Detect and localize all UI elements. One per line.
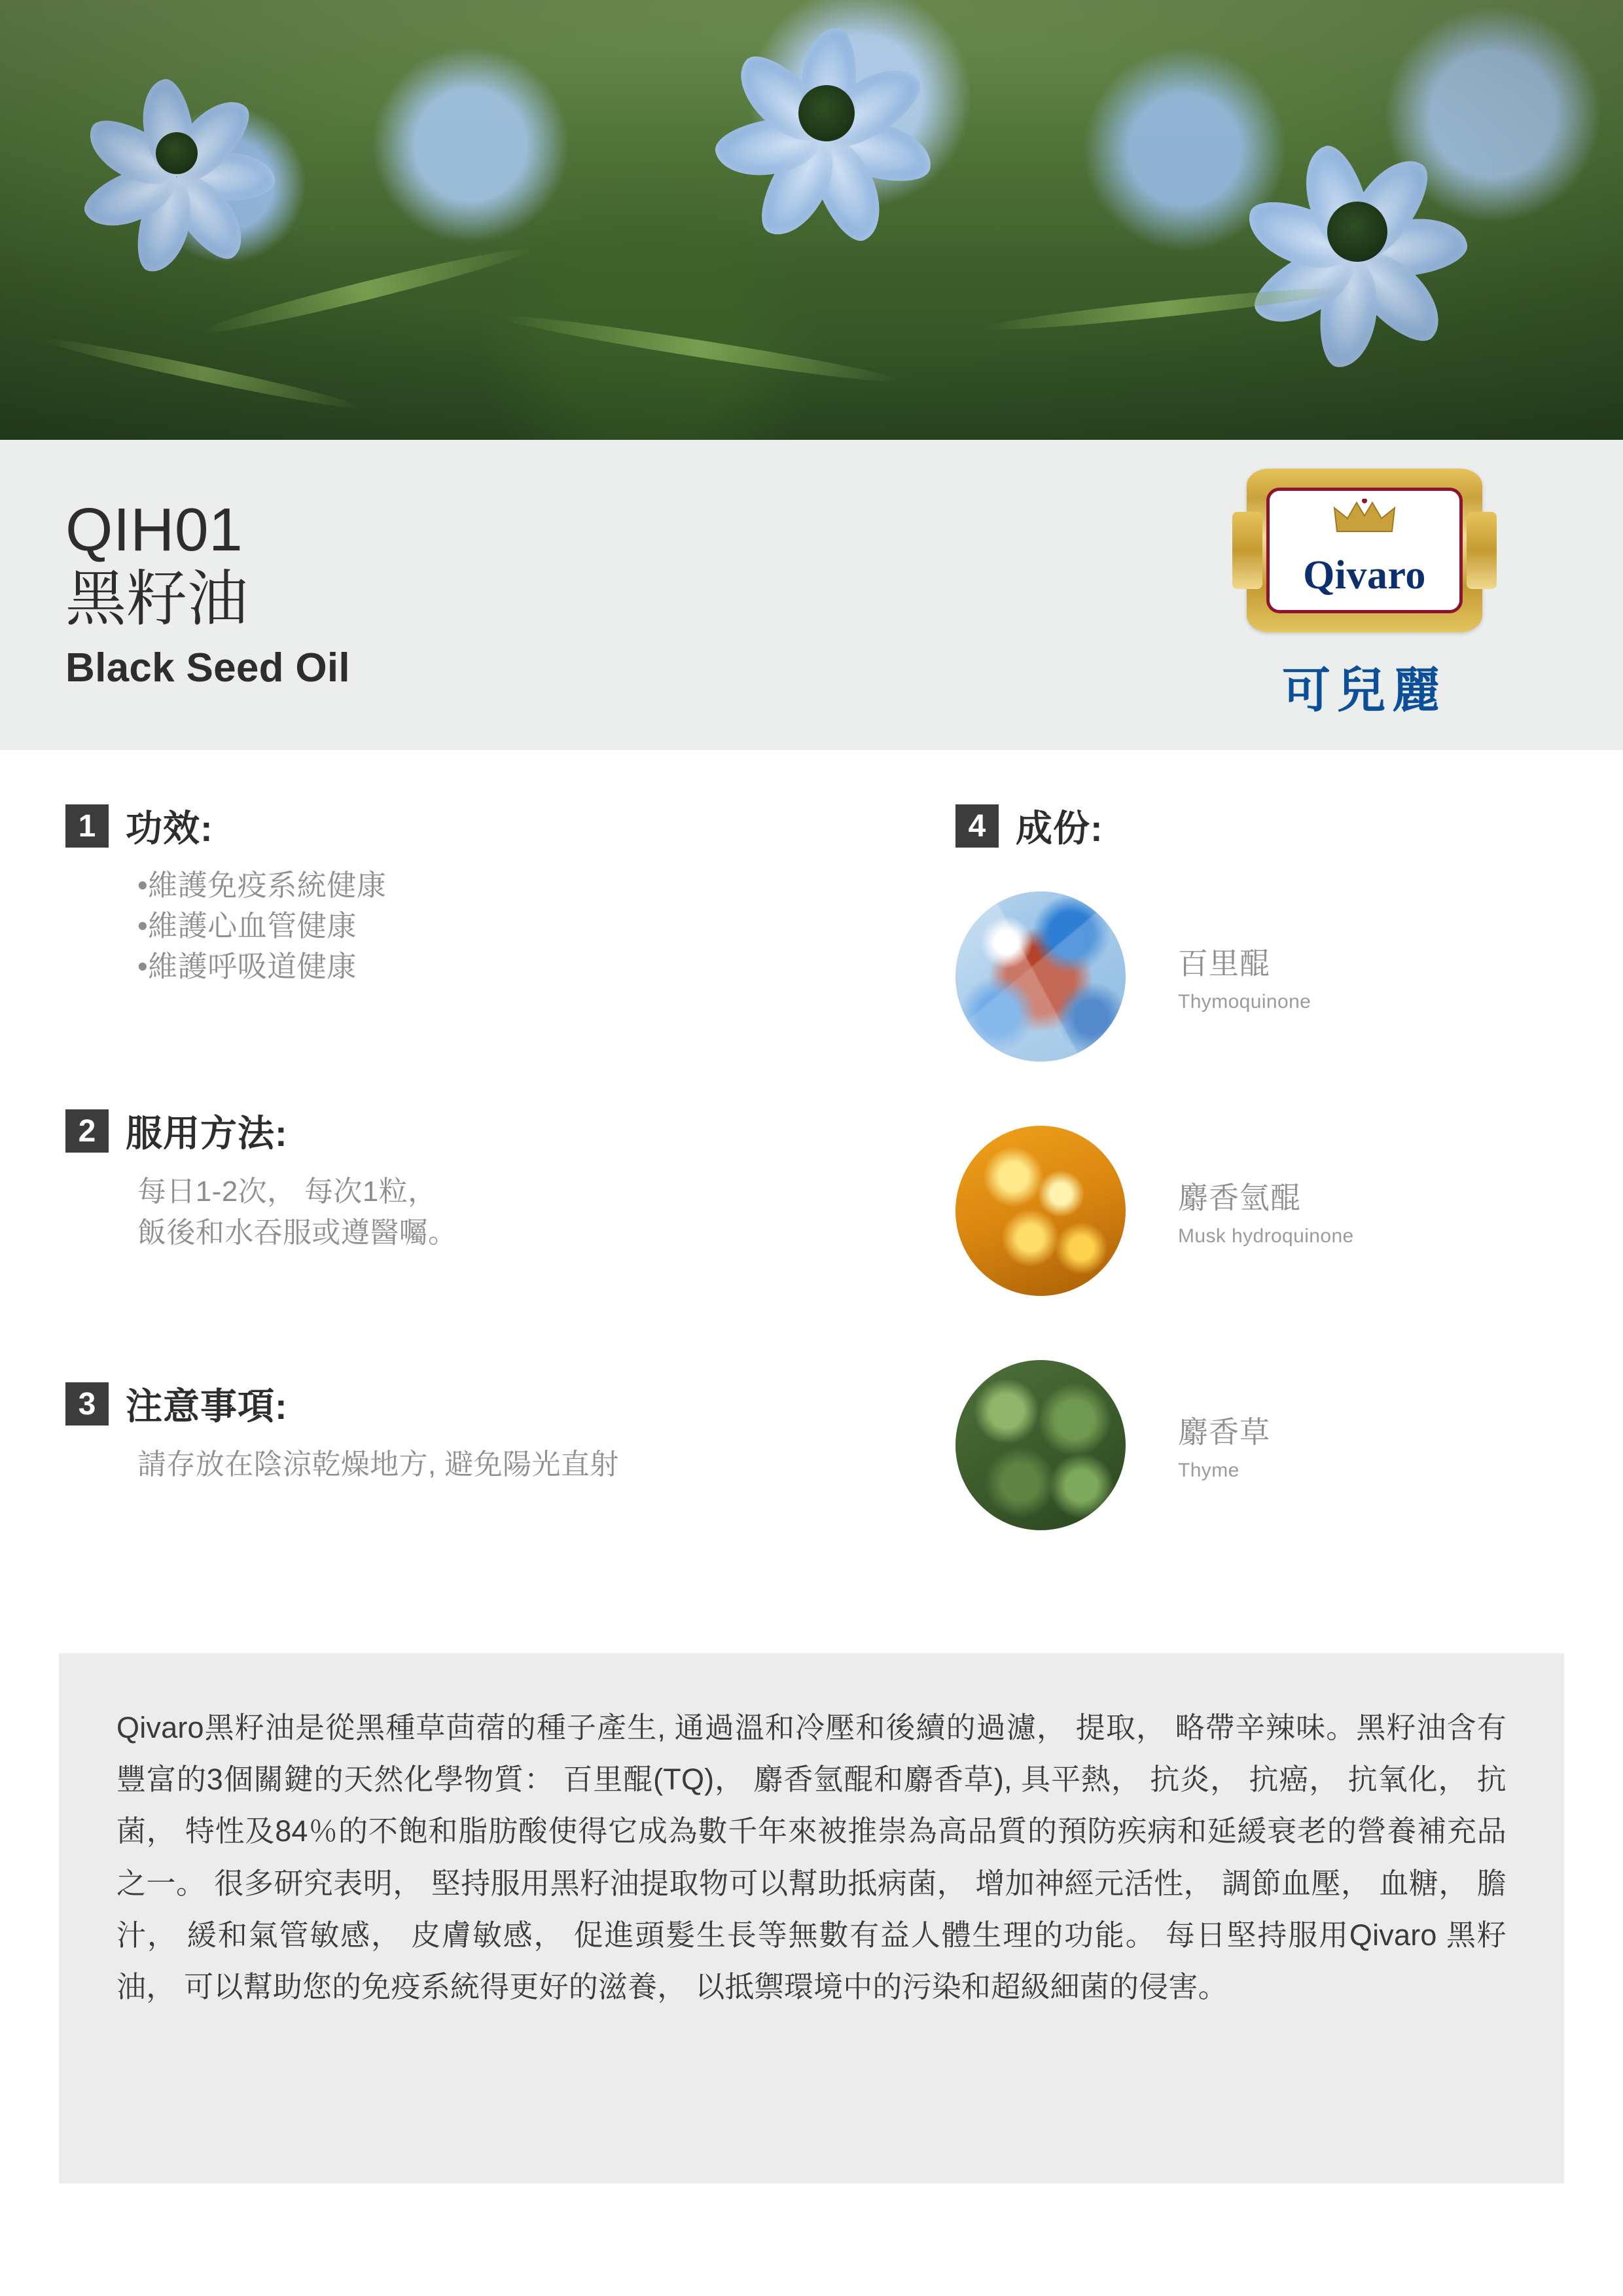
brand-name-cn: 可兒麗: [1282, 663, 1447, 717]
product-name-en: Black Seed Oil: [65, 645, 350, 691]
section-caution-title: 注意事項:: [126, 1386, 288, 1427]
section-dosage-header: [65, 1105, 838, 1157]
list-item: •維護心血管健康: [137, 909, 357, 943]
logo-wordmark: Qivaro: [1303, 553, 1426, 598]
ingredient-text: [1126, 1408, 1270, 1482]
list-item: •維護免疫系統健康: [137, 869, 387, 902]
section-number-badge: 3: [65, 1382, 109, 1426]
list-item: •維護呼吸道健康: [137, 950, 357, 984]
ingredient-name-en: Thyme: [1178, 1460, 1240, 1481]
list-item: [955, 1126, 1558, 1296]
section-number-badge: 1: [65, 804, 109, 848]
product-code: QIH01: [65, 495, 243, 564]
list-item: 飯後和水吞服或遵醫囑。: [137, 1216, 457, 1249]
ingredient-name-cn: 百里醌: [1178, 946, 1270, 980]
left-column: [65, 800, 838, 1594]
section-dosage: [65, 1105, 838, 1253]
logo-inner-frame: [1266, 488, 1463, 613]
spacer: [65, 1253, 838, 1378]
ingredient-text: [1126, 1174, 1354, 1247]
title-text-block: [0, 495, 1165, 691]
spacer: [65, 987, 838, 1105]
ingredient-name-en: Thymoquinone: [1178, 991, 1311, 1013]
list-item: [955, 1360, 1558, 1530]
section-benefits-list: [65, 865, 838, 987]
section-number-badge: 2: [65, 1109, 109, 1153]
thyme-plant-photo-icon: [955, 1360, 1126, 1530]
hero-vignette: [0, 0, 1623, 440]
hero-flower-photo: [0, 0, 1623, 440]
product-name-cn: 黑籽油: [65, 565, 248, 634]
right-column: [838, 800, 1558, 1594]
main-content: [0, 750, 1623, 1594]
crown-icon: [1333, 499, 1396, 539]
description-panel: [59, 1653, 1564, 2183]
ingredient-name-cn: 麝香氫醌: [1178, 1181, 1301, 1215]
description-text: Qivaro黑籽油是從黑種草茴蓿的種子產生, 通過溫和冷壓和後續的過濾， 提取， 略帶辛辣味。黑籽油含有豐富的3個關鍵的天然化學物質： 百里醌(TQ)， 麝香氫醌和麝香草), 具平熱， 抗炎， 抗癌， 抗氧化， 抗菌， 特性及84％的不飽和脂肪酸使得它成為數千年來被推崇為高品質的預防疾病和延緩衰老的營養補充品之一。 很多研究表明， 堅持服用黑籽油提取物可以幫助抵病菌， 增加神經元活性， 調節血壓， 血糖， 膽汁， 緩和氣管敏感， 皮膚敏感， 促進頭髮生長等無數有益人體生理的功能。 每日堅持服用Qivaro 黑籽油， 可以幫助您的免疫系統得更好的滋養， 以抵禦環境中的污染和超級細菌的侵害。: [116, 1711, 1507, 2003]
list-item: [955, 891, 1558, 1062]
ingredient-name-cn: 麝香草: [1178, 1415, 1270, 1449]
section-caution-header: [65, 1378, 838, 1430]
section-benefits: [65, 800, 838, 987]
section-ingredients-header: [955, 800, 1558, 852]
product-title-bar: [0, 440, 1623, 750]
oil-droplets-photo-icon: [955, 1126, 1126, 1296]
ingredient-text: [1126, 940, 1311, 1013]
qivaro-logo: [1247, 469, 1482, 632]
section-ingredients-title: 成份:: [1016, 808, 1103, 849]
section-benefits-title: 功效:: [126, 808, 213, 849]
list-item: 每日1-2次， 每次1粒，: [137, 1175, 437, 1208]
section-caution-text: 請存放在陰涼乾燥地方, 避免陽光直射: [137, 1448, 619, 1481]
section-dosage-text: [65, 1172, 838, 1253]
section-number-badge: 4: [955, 804, 999, 848]
section-benefits-header: [65, 800, 838, 852]
molecule-photo-icon: [955, 891, 1126, 1062]
ingredient-name-en: Musk hydroquinone: [1178, 1225, 1354, 1247]
section-dosage-title: 服用方法:: [126, 1113, 288, 1155]
section-caution: [65, 1378, 838, 1485]
brand-block: [1165, 469, 1623, 721]
ingredients-list: [955, 891, 1558, 1530]
